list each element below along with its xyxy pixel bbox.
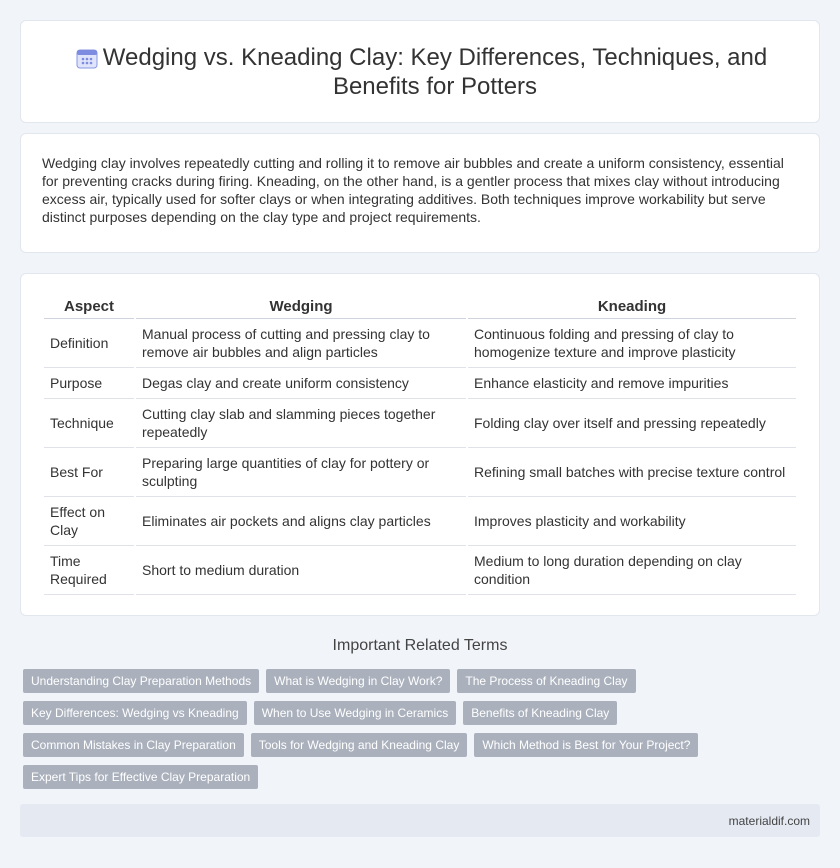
related-tag[interactable]: The Process of Kneading Clay [457,669,635,693]
row-kneading: Improves plasticity and workability [468,497,796,546]
related-tag[interactable]: Understanding Clay Preparation Methods [23,669,259,693]
row-aspect: Time Required [44,546,134,595]
table-row [44,399,796,448]
intro-paragraph: Wedging clay involves repeatedly cutting and rolling it to remove air bubbles and create a uniform consistency, essential for preventing cracks during firing. Kneading, on the other hand, is a gentler process that mixes clay without introducing excess air, typically used for softer clays or when integrating additives. Both techniques improve workability but serve distinct purposes depending on the clay type and project requirements. [42,155,784,225]
row-wedging: Cutting clay slab and slamming pieces together repeatedly [136,399,466,448]
row-kneading: Enhance elasticity and remove impurities [468,368,796,399]
related-tag[interactable]: Tools for Wedging and Kneading Clay [251,733,468,757]
table-row [44,497,796,546]
footer [20,804,820,837]
related-terms-title: Important Related Terms [332,637,508,654]
title-card [20,20,820,123]
row-aspect: Effect on Clay [44,497,134,546]
table-row [44,448,796,497]
header-aspect: Aspect [44,294,134,319]
related-tag[interactable]: When to Use Wedging in Ceramics [254,701,457,725]
row-wedging: Eliminates air pockets and aligns clay particles [136,497,466,546]
header-wedging: Wedging [136,294,466,319]
table-row [44,546,796,595]
intro-card [20,133,820,253]
row-kneading: Refining small batches with precise texture control [468,448,796,497]
comparison-table [42,294,798,595]
related-tag[interactable]: Expert Tips for Effective Clay Preparation [23,765,258,789]
row-kneading: Medium to long duration depending on clay condition [468,546,796,595]
page-title: Wedging vs. Kneading Clay: Key Differences, Techniques, and Benefits for Potters [102,43,768,100]
row-kneading: Folding clay over itself and pressing repeatedly [468,399,796,448]
table-row [44,368,796,399]
row-wedging: Short to medium duration [136,546,466,595]
related-tag[interactable]: Which Method is Best for Your Project? [474,733,698,757]
related-tag[interactable]: Common Mistakes in Clay Preparation [23,733,244,757]
row-wedging: Degas clay and create uniform consistency [136,368,466,399]
row-wedging: Preparing large quantities of clay for pottery or sculpting [136,448,466,497]
footer-site-link[interactable]: materialdif.com [728,814,810,828]
comparison-card [20,273,820,616]
row-kneading: Continuous folding and pressing of clay to homogenize texture and improve plasticity [468,319,796,368]
row-aspect: Purpose [44,368,134,399]
row-aspect: Definition [44,319,134,368]
table-row [44,319,796,368]
related-tag[interactable]: What is Wedging in Clay Work? [266,669,450,693]
related-tags [23,669,813,789]
row-aspect: Best For [44,448,134,497]
related-tag[interactable]: Benefits of Kneading Clay [463,701,617,725]
header-kneading: Kneading [468,294,796,319]
row-aspect: Technique [44,399,134,448]
row-wedging: Manual process of cutting and pressing clay to remove air bubbles and align particles [136,319,466,368]
related-tag[interactable]: Key Differences: Wedging vs Kneading [23,701,247,725]
table-header-row [44,294,796,319]
